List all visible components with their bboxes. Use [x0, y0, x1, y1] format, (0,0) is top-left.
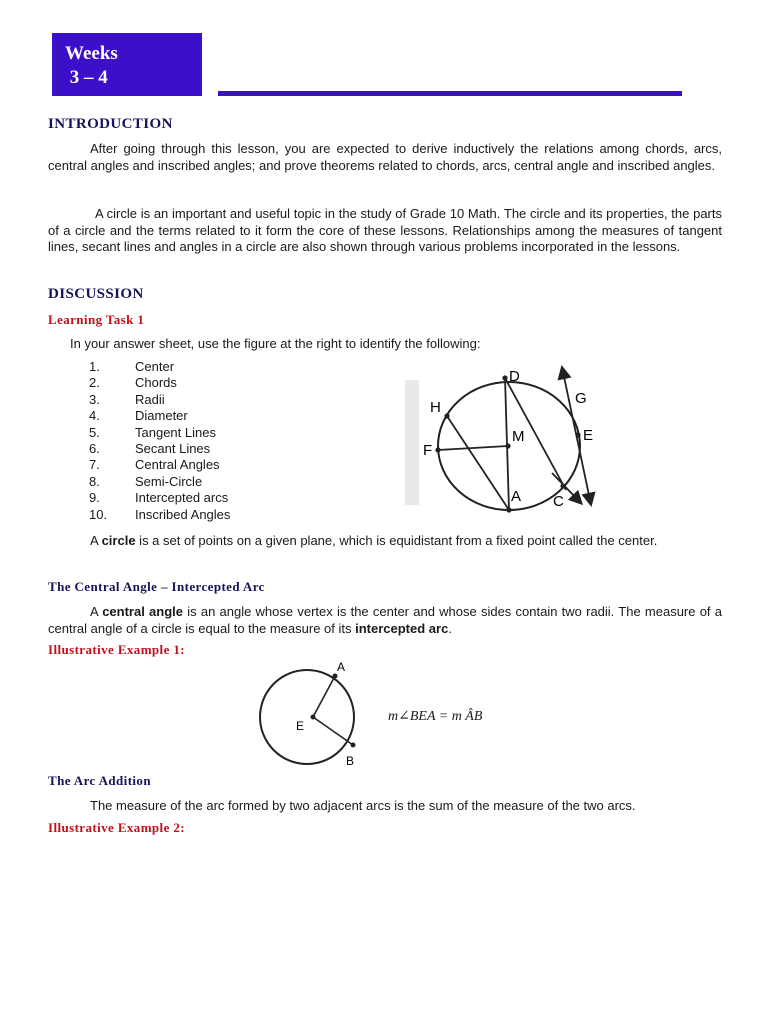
example-circle — [260, 670, 354, 764]
label-m: M — [512, 428, 525, 445]
task-instruction: In your answer sheet, use the figure at the right to identify the following: — [70, 336, 481, 351]
learning-task-heading: Learning Task 1 — [48, 312, 145, 327]
central-angle-term: central angle — [102, 604, 183, 619]
label-c: C — [553, 493, 564, 510]
example-2-heading: Illustrative Example 2: — [48, 820, 186, 835]
label-e: E — [296, 719, 305, 733]
list-item: 9. Intercepted arcs — [89, 490, 229, 506]
intercepted-arc-term: intercepted arc — [355, 620, 449, 636]
point-d — [502, 375, 507, 380]
list-item: 7. Central Angles — [89, 457, 220, 473]
label-f: F — [423, 442, 433, 459]
label-b: B — [346, 754, 355, 768]
list-item: 5. Tangent Lines — [89, 424, 216, 440]
weeks-badge — [52, 33, 202, 96]
list-item: 4. Diameter — [89, 408, 188, 424]
central-angle-equation: m∠BEA = m ÂB — [388, 709, 483, 724]
point-e — [575, 432, 580, 437]
radius-eb — [313, 717, 353, 745]
introduction-paragraph-2: A circle is an important and useful topic in the study of Grade 10 Math. The circle and its properties, the parts of a circle and the terms related to it form the core of these lessons. Relationships among the measures of tangent lines, secant lines and angles in a circle are also shown through various problems incorporated in the lessons. — [48, 206, 722, 254]
header-rule — [218, 91, 682, 96]
label-h: H — [430, 399, 441, 416]
introduction-paragraph-1: After going through this lesson, you are expected to derive inductively the relations among chords, arcs, central angles and inscribed angles; and prove theorems related to chords, arcs, central angle and inscribed angles. — [48, 141, 722, 173]
list-item: 8. Semi-Circle — [89, 473, 203, 489]
point-h — [444, 413, 449, 418]
arc-addition-text: The measure of the arc formed by two adjacent arcs is the sum of the measure of the two arcs. — [90, 798, 636, 813]
chord-ha — [447, 416, 509, 510]
list-item: 3. Radii — [89, 391, 165, 407]
point-a — [506, 507, 511, 512]
point-b — [351, 743, 356, 748]
central-angle-figure — [254, 658, 370, 770]
discussion-heading: DISCUSSION — [48, 286, 144, 302]
list-item: 6. Secant Lines — [89, 441, 211, 457]
weeks-range: 3 – 4 — [65, 67, 108, 88]
weeks-label: Weeks — [65, 43, 118, 64]
point-m — [505, 443, 510, 448]
label-g: G — [575, 390, 587, 407]
label-a: A — [511, 488, 522, 505]
label-a: A — [337, 660, 346, 674]
introduction-heading: INTRODUCTION — [48, 116, 173, 132]
label-d: D — [509, 368, 520, 385]
list-item: 1. Center — [89, 359, 175, 374]
circle-term: circle — [101, 533, 136, 548]
circle-definition: A circle is a set of points on a given plane, which is equidistant from a fixed point called the center. — [90, 533, 658, 548]
figure-scan-shadow — [405, 380, 419, 505]
radius-ea — [313, 676, 335, 717]
point-c — [560, 483, 565, 488]
arc-addition-heading: The Arc Addition — [48, 773, 151, 788]
example-1-heading: Illustrative Example 1: — [48, 642, 186, 657]
list-item: 2. Chords — [89, 375, 177, 391]
list-item: 10. Inscribed Angles — [89, 506, 231, 522]
identify-list — [89, 359, 230, 523]
central-angle-paragraph: A central angle is an angle whose vertex is the center and whose sides contain two radii. The measure of a central angle of a circle is equal to the measure of its intercepted arc. — [48, 604, 722, 636]
point-f — [435, 447, 440, 452]
point-a — [333, 674, 338, 679]
point-e — [311, 715, 316, 720]
label-e: E — [583, 427, 594, 444]
central-angle-heading: The Central Angle – Intercepted Arc — [48, 579, 265, 594]
radius-fm — [438, 446, 508, 450]
circle-figure — [400, 360, 610, 520]
